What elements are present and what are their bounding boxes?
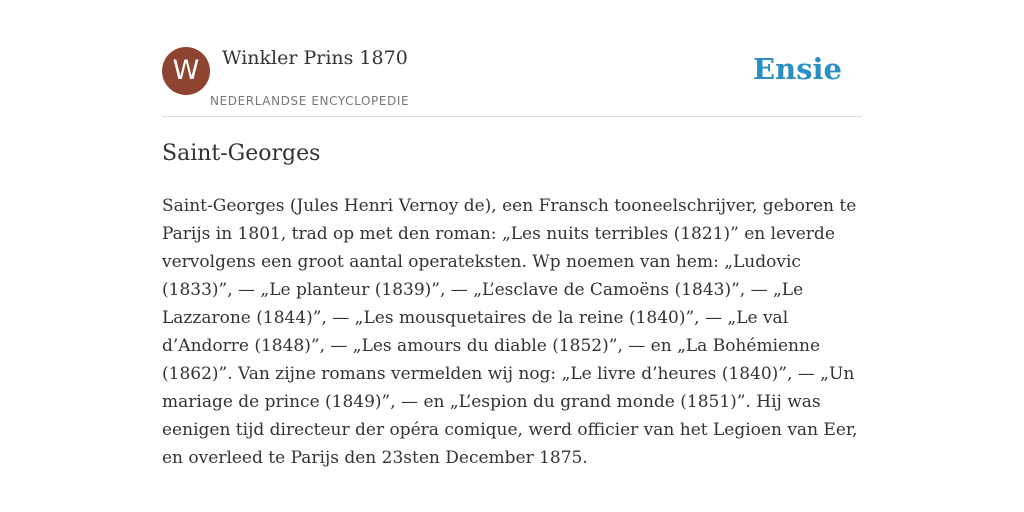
entry-body: Saint-Georges (Jules Henri Vernoy de), een Fransch tooneelschrijver, geboren te Parijs in 1801, trad op met den roman: „Les nuits terribles (1821)” en leverde vervolgens een groot aantal operateksten. Wp noemen van hem: „Ludovic (1833)”, — „Le planteur (1839)”, — „L’esclave de Camoëns (1843)”, — „Le Lazzarone (1844)”, — „Les mousquetaires de la reine (1840)”, — „Le val d’Andorre (1848)”, — „Les amours du diable (1852)”, — en „La Bohémienne (1862)”. Van zijne romans vermelden wij nog: „Le livre d’heures (1840)”, — „Un mariage de prince (1849)”, — en „L’espion du grand monde (1851)”. Hij was eenigen tijd directeur der opéra comique, werd officier van het Legioen van Eer, en overleed te Parijs den 23sten December 1875. (162, 196, 858, 468)
header (162, 45, 862, 117)
ensie-logo[interactable]: Ensie (753, 52, 842, 86)
entry-title: Saint-Georges (162, 141, 321, 166)
source-subtitle: NEDERLANDSE ENCYCLOPEDIE (210, 94, 410, 108)
source-title[interactable]: Winkler Prins 1870 (222, 47, 408, 69)
source-avatar[interactable]: W (162, 47, 210, 95)
